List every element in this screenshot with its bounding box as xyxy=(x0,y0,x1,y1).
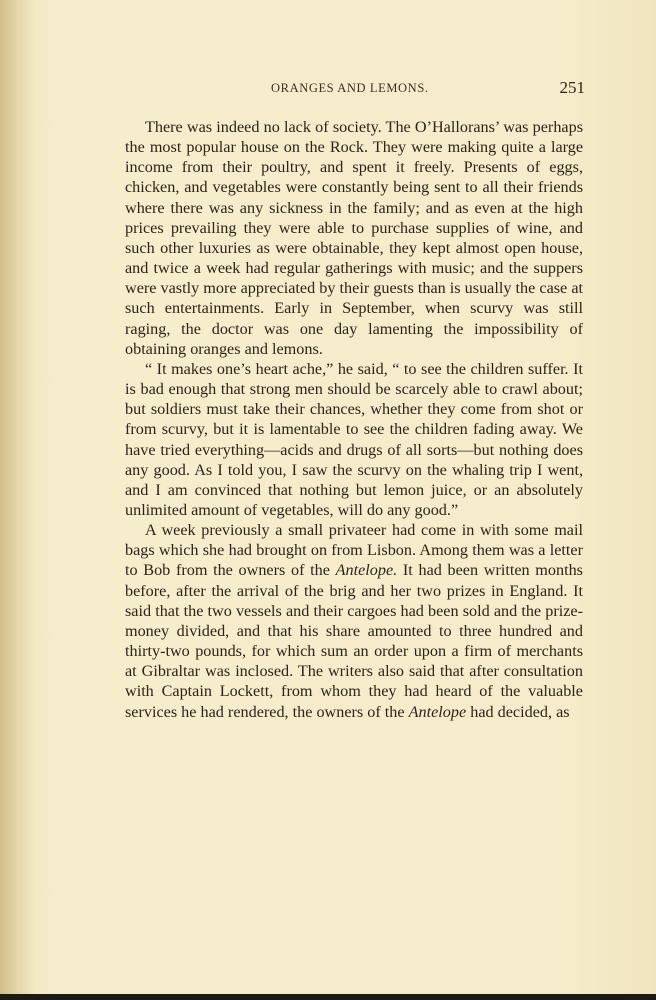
page-number: 251 xyxy=(559,78,585,97)
page-header xyxy=(125,78,585,100)
page-bottom-edge xyxy=(0,994,656,1000)
running-head: ORANGES AND LEMONS. xyxy=(271,81,429,95)
paragraph-3 xyxy=(125,520,583,722)
page-gutter-shadow xyxy=(0,0,36,1000)
paragraph-3-text: It had been written months before, after the arrival of the brig and her two prizes in England. It said that the two vessels and their cargoes had been sold and the prize-money divided, and that his share amounted to three hundred and thirty-two pounds, for which sum an order upon a firm of merchants at Gibraltar was inclosed. The writers also said that after consultation with Captain Lockett, from whom they had heard of the valuable services he had rendered, the owners of the xyxy=(125,561,583,721)
body-text xyxy=(125,117,583,722)
paragraph-1 xyxy=(125,117,583,359)
paragraph-2 xyxy=(125,359,583,520)
paragraph-3-text: A week previously a small privateer had come in with some mail bags which she had brought on from Lisbon. Among them was a letter to Bob from the owners of the xyxy=(125,521,583,580)
ship-name-antelope: Antelope xyxy=(408,702,467,721)
paragraph-1-text: There was indeed no lack of society. The O’Hallorans’ was perhaps the most popular house on the Rock. They were making quite a large income from their poultry, and spent it freely. Presents of eggs, chicken, and vegetables were constantly being sent to all their friends where there was any sickness in the family; and as even at the high prices prevailing they were able to purchase supplies of wine, and such other luxuries as were obtainable, they kept almost open house, and twice a week had regular gatherings with music; and the suppers were vastly more appreciated by their guests than is usually the case at such entertainments. Early in September, when scurvy was still raging, the doctor was one day lamenting the impossibility of obtaining oranges and lemons. xyxy=(125,118,583,358)
ship-name-antelope: Antelope. xyxy=(335,561,398,580)
paragraph-3-text: had decided, as xyxy=(466,702,570,721)
paragraph-2-text: “ It makes one’s heart ache,” he said, “ to see the children suffer. It is bad enough that strong men should be scarcely able to crawl about; but soldiers must take their chances, whether they come from shot or from scurvy, but it is lamentable to see the children fading away. We have tried everything—acids and drugs of all sorts—but nothing does any good. As I told you, I saw the scurvy on the whaling trip I went, and I am convinced that nothing but lemon juice, or an absolutely unlimited amount of vegetables, will do any good.” xyxy=(125,359,583,519)
